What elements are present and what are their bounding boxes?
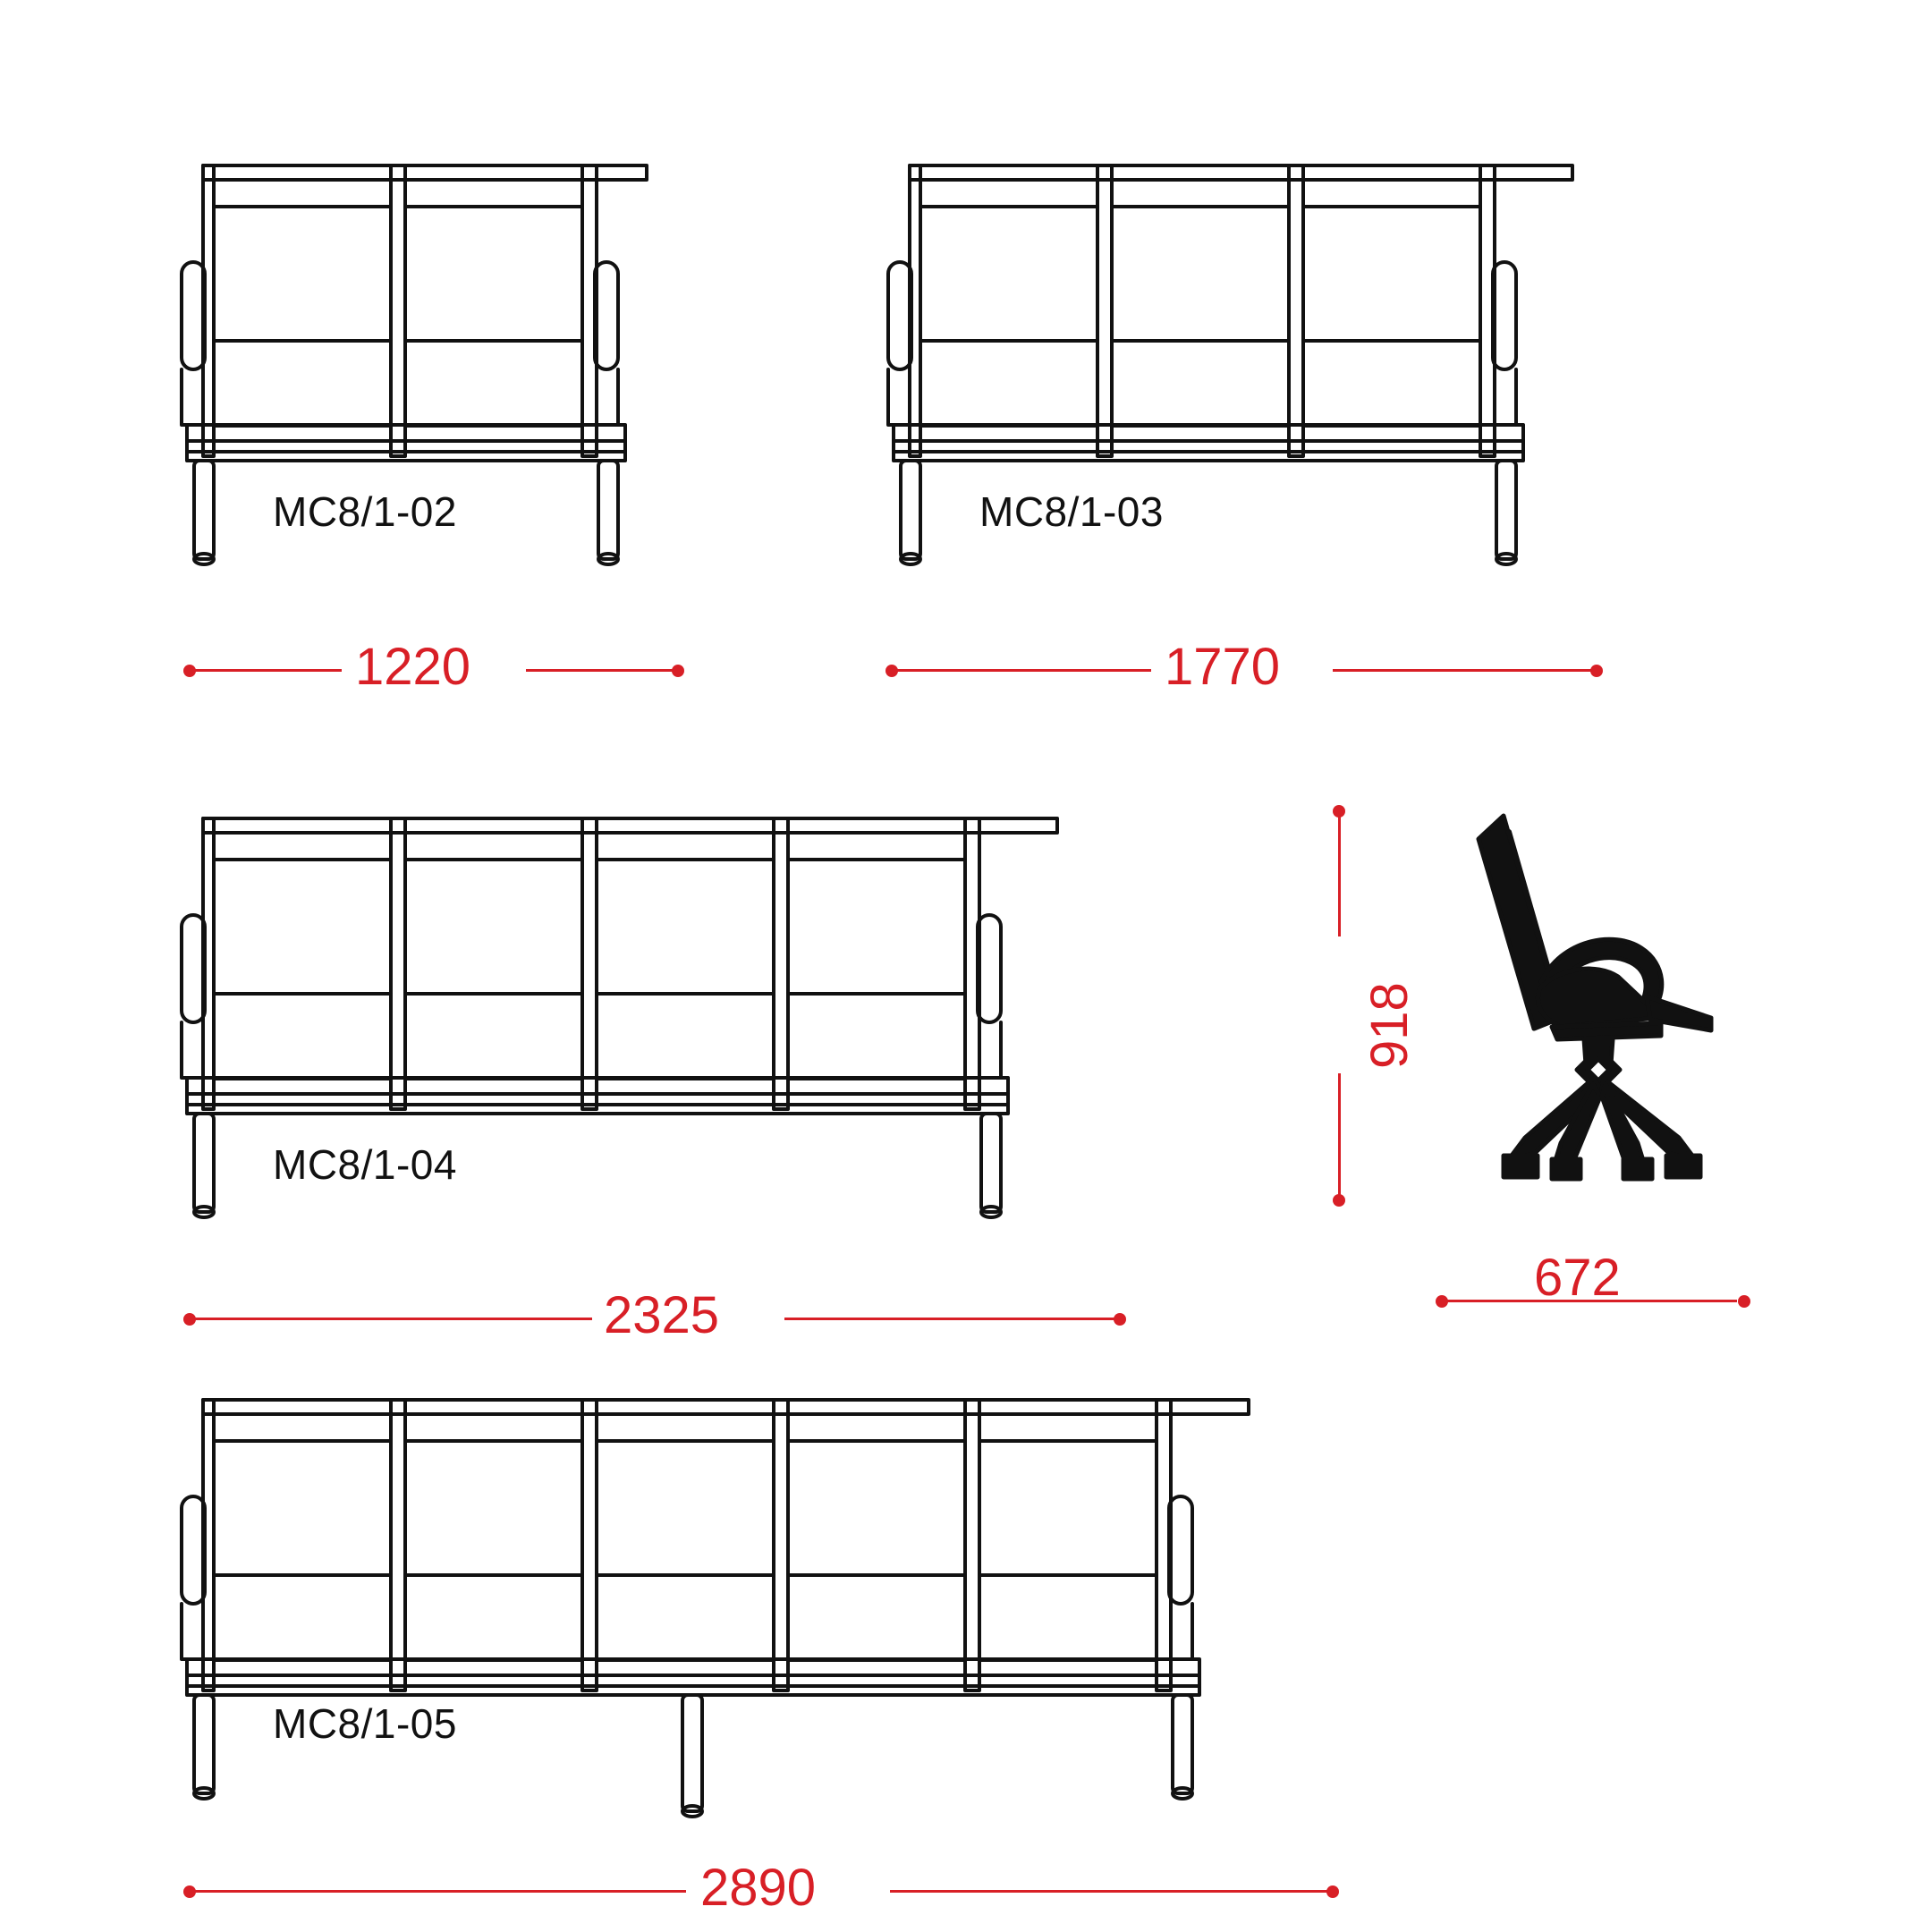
bench-drawing-mc8-1-05 [174,1391,1328,1811]
dimension-value-918: 918 [1360,982,1419,1069]
dimension-value-2325: 2325 [604,1286,720,1344]
dimension-width-mc8-1-02 [183,638,684,698]
dimension-value-2890: 2890 [700,1859,817,1917]
model-label-mc8-1-03: MC8/1-03 [979,488,1164,535]
dimension-width-mc8-1-03 [886,638,1610,698]
model-label-mc8-1-02: MC8/1-02 [273,488,457,535]
dimension-value-1770: 1770 [1165,638,1281,696]
dimension-width-mc8-1-05 [183,1859,1346,1919]
dimension-value-672: 672 [1534,1249,1621,1307]
dimension-depth-672 [1436,1249,1758,1319]
model-label-mc8-1-04: MC8/1-04 [273,1141,457,1188]
chair-side-view [1427,805,1767,1234]
model-label-mc8-1-05: MC8/1-05 [273,1700,457,1747]
dimension-height-918 [1297,805,1419,1208]
dimension-value-1220: 1220 [355,638,471,696]
dimension-width-mc8-1-04 [183,1286,1131,1346]
